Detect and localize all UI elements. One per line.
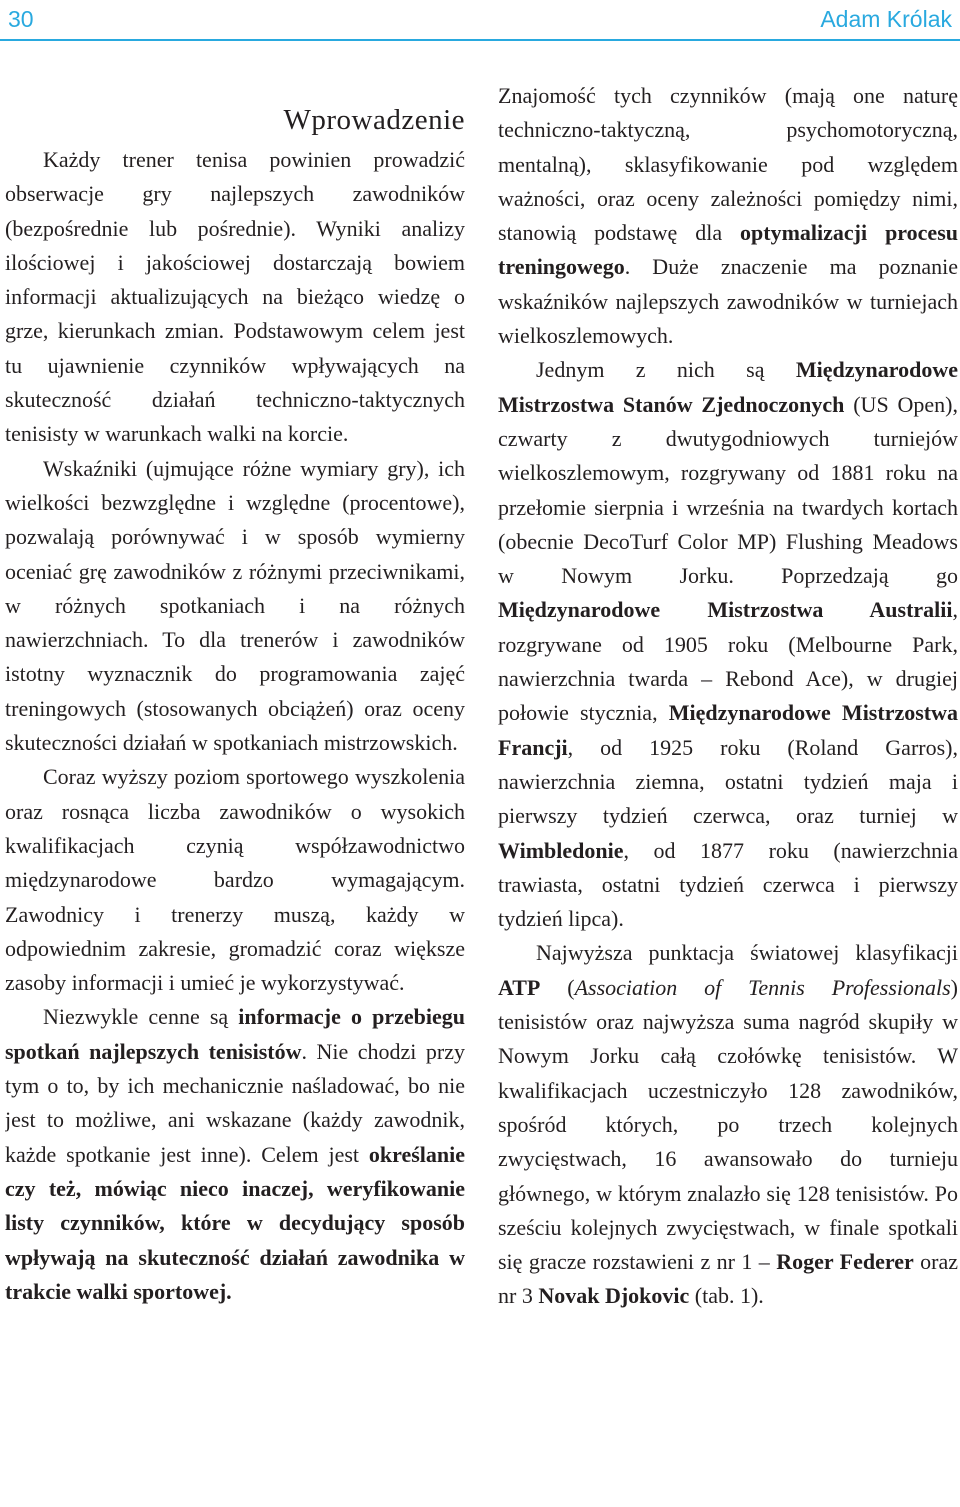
paragraph-match-info [5, 1000, 465, 1309]
paragraph-competition: Coraz wyższy poziom sportowego wyszkolenia oraz rosnąca liczba zawodników o wysokich kwalifikacjach czynią współzawodnictwo międzynarodowe bardzo wymagającym. Zawodnicy i trenerzy muszą, każdy w odpowiednim zakresie, gromadzić coraz większe zasoby informacji i umieć je wykorzystywać. [5, 764, 465, 996]
bold-run: Novak Djokovic [538, 1283, 690, 1309]
bold-run: Międzynarodowe Mistrzostwa Francji [498, 700, 958, 760]
text-run: ) tenisistów oraz najwyższa suma nagród skupiły w Nowym Jorku całą czołówkę tenisistów. W kwalifikacjach uczestniczyło 128 zawodników, spośród których, po trzech kolejnych zwycięstwach, 16 awansowało do turnieju głównego, w którym znalazło się 128 tenisistów. Po sześciu kolejnych zwycięstwach, w finale spotkali się gracze rozstawieni z nr 1 – [498, 974, 958, 1275]
header-rule [0, 39, 960, 41]
bold-run: określanie czy też, mówiąc nieco inaczej, weryfikowanie listy czynników, które w decydujący sposób wpływają na skuteczność działań zawodnika w trakcie walki sportowej. [5, 1141, 465, 1304]
text-run: . Duże znaczenie ma poznanie wskaźników najlepszych zawodników w turniejach wielkoszlemowych. [498, 254, 958, 349]
text-run: ( [540, 974, 575, 1000]
paragraph-grand-slams [498, 353, 958, 936]
bold-run: Wimbledonie [498, 837, 624, 863]
text-run: , od 1925 roku (Roland Garros), nawierzchnia ziemna, ostatni tydzień maja i pierwszy tydzień czerwca, oraz turniej w [498, 734, 958, 829]
text-run: (tab. 1). [689, 1283, 764, 1309]
bold-run: informacje o przebiegu spotkań najlepszych tenisistów [5, 1004, 465, 1064]
text-run: oraz nr 3 [498, 1249, 958, 1309]
page-number: 30 [8, 6, 34, 32]
text-run: Jednym z nich są [536, 357, 796, 383]
text-run: Najwyższa punktacja światowej klasyfikacji [536, 940, 958, 966]
bold-run: Roger Federer [776, 1249, 914, 1275]
bold-run: ATP [498, 974, 541, 1000]
text-run: , rozgrywane od 1905 roku (Melbourne Park, nawierzchnia twarda – Rebond Ace), w drugiej połowie stycznia, [498, 597, 958, 726]
section-title: Wprowadzenie [283, 104, 465, 136]
left-column [5, 79, 465, 1499]
italic-run: Association of Tennis Professionals [574, 974, 951, 1000]
paragraph-atp [498, 936, 958, 1313]
running-head-author: Adam Królak [820, 6, 952, 32]
text-run: (US Open), czwarty z dwutygodniowych turniejów wielkoszlemowym, rozgrywany od 1881 roku na przełomie sierpnia i września na twardych kortach (obecnie DecoTurf Color MP) Flushing Meadows w Nowym Jorku. Poprzedzają go [498, 391, 958, 589]
bold-run: Międzynarodowe Mistrzostwa Stanów Zjednoczonych [498, 357, 958, 417]
bold-run: optymalizacji procesu treningowego [498, 220, 958, 280]
paragraph-indicators: Wskaźniki (ujmujące różne wymiary gry), ich wielkości bezwzględne i względne (procentowe), pozwalają porównywać i w sposób wymierny oceniać grę zawodników z różnymi przeciwnikami, w różnych spotkaniach i na różnych nawierzchniach. To dla trenerów i zawodników istotny wyznacznik do programowania zajęć treningowych (stosowanych obciążeń) oraz oceny skuteczności działań w spotkaniach mistrzowskich. [5, 455, 465, 756]
bold-run: Międzynarodowe Mistrzostwa Australii [498, 597, 953, 623]
text-run: Znajomość tych czynników (mają one naturę techniczno-taktyczną, psychomotoryczną, mentalną), sklasyfikowanie pod względem ważności, oraz oceny zależności pomiędzy nimi, stanowią podstawę dla [498, 83, 958, 246]
paragraph-factors-continued [498, 79, 958, 353]
text-run: , od 1877 roku (nawierzchnia trawiasta, ostatni tydzień czerwca i pierwszy tydzień lipca). [498, 837, 958, 932]
paragraph-intro: Każdy trener tenisa powinien prowadzić obserwacje gry najlepszych zawodników (bezpośrednie lub pośrednie). Wyniki analizy ilościowej i jakościowej dostarczają bowiem informacji aktualizujących na bieżąco wiedzę o grze, kierunkach zmian. Podstawowym celem jest tu ujawnienie czynników wpływających na skuteczność działań techniczno-taktycznych tenisisty w warunkach walki na korcie. [5, 147, 465, 447]
page-header [0, 0, 960, 44]
text-run: Niezwykle cenne są [43, 1004, 239, 1030]
right-column [498, 79, 958, 1499]
text-run: . Nie chodzi przy tym o to, by ich mechanicznie naśladować, bo nie jest to możliwe, ani wskazane (każdy zawodnik, każde spotkanie jest inne). Celem jest [5, 1038, 465, 1167]
